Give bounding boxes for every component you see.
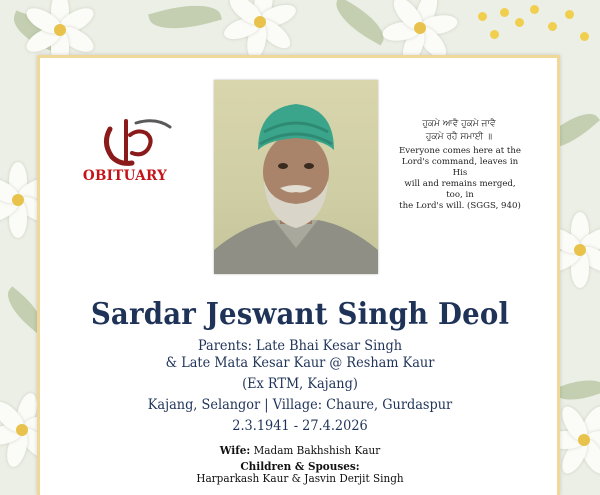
gurbani-quote bbox=[398, 118, 520, 144]
gurbani-line: ਹੁਕਮੇ ਆਵੈ ਹੁਕਮੇ ਜਾਵੈ bbox=[422, 119, 496, 129]
translation-line: will and remains merged, too, in bbox=[404, 179, 516, 200]
parents-line-2: & Late Mata Kesar Kaur @ Resham Kaur bbox=[165, 355, 435, 371]
wife-name: Madam Bakhshish Kaur bbox=[253, 444, 381, 457]
portrait-photo bbox=[214, 80, 378, 274]
translation-line: Lord's command, leaves in His bbox=[401, 157, 519, 178]
khanda-icon bbox=[100, 115, 172, 167]
location: Kajang, Selangor | Village: Chaure, Gurdaspur bbox=[147, 397, 453, 413]
children-line-1: Harparkash Kaur & Jasvin Derjit Singh bbox=[196, 472, 404, 485]
translation-line: Everyone comes here at the bbox=[399, 146, 521, 156]
obituary-label: OBITUARY bbox=[82, 168, 168, 184]
wife-label: Wife: bbox=[219, 444, 251, 457]
children-heading: Children & Spouses: bbox=[240, 460, 360, 473]
translation-line: the Lord's will. (SGGS, 940) bbox=[399, 201, 521, 211]
life-dates: 2.3.1941 - 27.4.2026 bbox=[232, 418, 368, 434]
wife-line bbox=[72, 444, 528, 457]
quote-translation bbox=[398, 146, 522, 212]
parents-line-1: Parents: Late Bhai Kesar Singh bbox=[197, 338, 403, 354]
gurbani-line: ਹੁਕਮੇ ਰਹੈ ਸਮਾਈ ॥ bbox=[425, 132, 493, 142]
deceased-name: Sardar Jeswant Singh Deol bbox=[90, 297, 510, 332]
occupation: (Ex RTM, Kajang) bbox=[242, 376, 358, 392]
portrait-icon bbox=[214, 80, 378, 274]
